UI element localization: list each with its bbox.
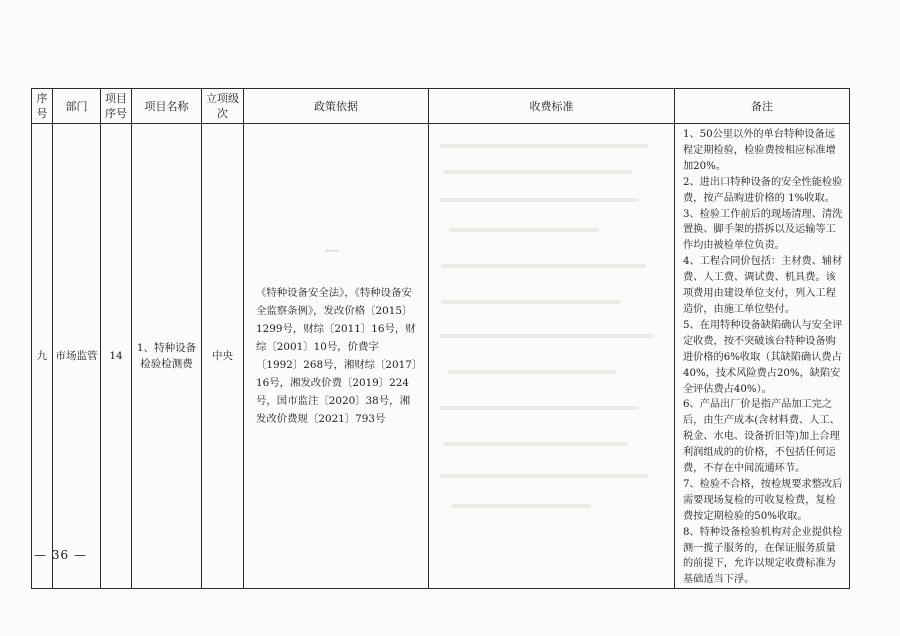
show-through-line <box>443 442 628 446</box>
cell-item-index: 14 <box>101 124 132 589</box>
stray-mark: ⟵ <box>325 246 340 257</box>
show-through-line <box>439 198 639 202</box>
show-through-line <box>443 170 633 174</box>
cell-fee-standard <box>429 124 675 589</box>
show-through-line <box>439 474 649 478</box>
remark-item: 3、检验工作前后的现场清理、清洗置换、脚手架的搭拆以及运输等工作均由被检单位负责。 <box>683 208 843 252</box>
show-through-line <box>451 504 591 508</box>
table-row <box>32 124 850 589</box>
cell-approval-level: 中央 <box>202 124 244 589</box>
header-row <box>32 89 850 124</box>
cell-policy-basis: 《特种设备安全法》，《特种设备安全监察条例》，发改价格〔2015〕1299号，财综〔2011〕16号，财综〔2001〕10号，价费字〔1992〕268号，湘财综〔2017〕16号，湘发改价费〔2019〕224号，国市监注〔2020〕38号，湘发改价费规〔2021〕793号 <box>244 124 429 589</box>
cell-index: 九 <box>32 124 53 589</box>
header-item-name: 项目名称 <box>132 89 202 124</box>
page-number: — 36 — <box>34 548 87 562</box>
header-fee-standard: 收费标准 <box>429 89 675 124</box>
header-policy-basis: 政策依据 <box>244 89 429 124</box>
show-through-line <box>439 406 639 410</box>
cell-department: 市场监管 <box>53 124 101 589</box>
header-department: 部门 <box>53 89 101 124</box>
remark-item: 8、特种设备检验机构对企业提供检测一揽子服务的，在保证服务质量的前提下，允许以规定收费标准为基础适当下浮。 <box>683 526 843 586</box>
remark-item: 7、检验不合格，按检规要求整改后需要现场复检的可收复检费，复检费按定期检验的50%收取。 <box>683 478 843 522</box>
remark-item: 4、工程合同价包括：主材费、辅材费、人工费、调试费、机具费。该项费用由建设单位支付，列入工程造价，由施工单位垫付。 <box>683 256 843 315</box>
show-through-line <box>447 370 617 374</box>
header-index: 序号 <box>32 89 53 124</box>
cell-item-name: 1、特种设备检验检测费 <box>132 124 202 589</box>
show-through-line <box>449 228 599 232</box>
cell-remarks <box>675 124 850 589</box>
header-remarks: 备注 <box>675 89 850 124</box>
remark-item: 1、50公里以外的单台特种设备远程定期检验，检验费按相应标准增加20%。 <box>683 129 836 172</box>
remark-item: 2、进出口特种设备的安全性能检验费，按产品购进价格的 1%收取。 <box>683 176 843 204</box>
show-through-line <box>439 334 654 338</box>
remark-item: 5、在用特种设备缺陷确认与安全评定收费，按不突破该台特种设备购进价格的6%收取（其缺陷确认费占40%，技术风险费占20%，缺陷安全评估费占40%）。 <box>683 319 843 395</box>
header-item-index: 项目序号 <box>101 89 132 124</box>
remark-item: 6、产品出厂价是指产品加工完之后，由生产成本(含材料费、人工、税金、水电、设备折旧等)加上合理利润组成的的价格，不包括任何运费，不存在中间流通环节。 <box>683 399 840 475</box>
show-through-line <box>441 300 621 304</box>
fee-table <box>31 88 850 589</box>
show-through-line <box>439 144 649 148</box>
header-approval-level: 立项级次 <box>202 89 244 124</box>
show-through-line <box>441 264 646 268</box>
